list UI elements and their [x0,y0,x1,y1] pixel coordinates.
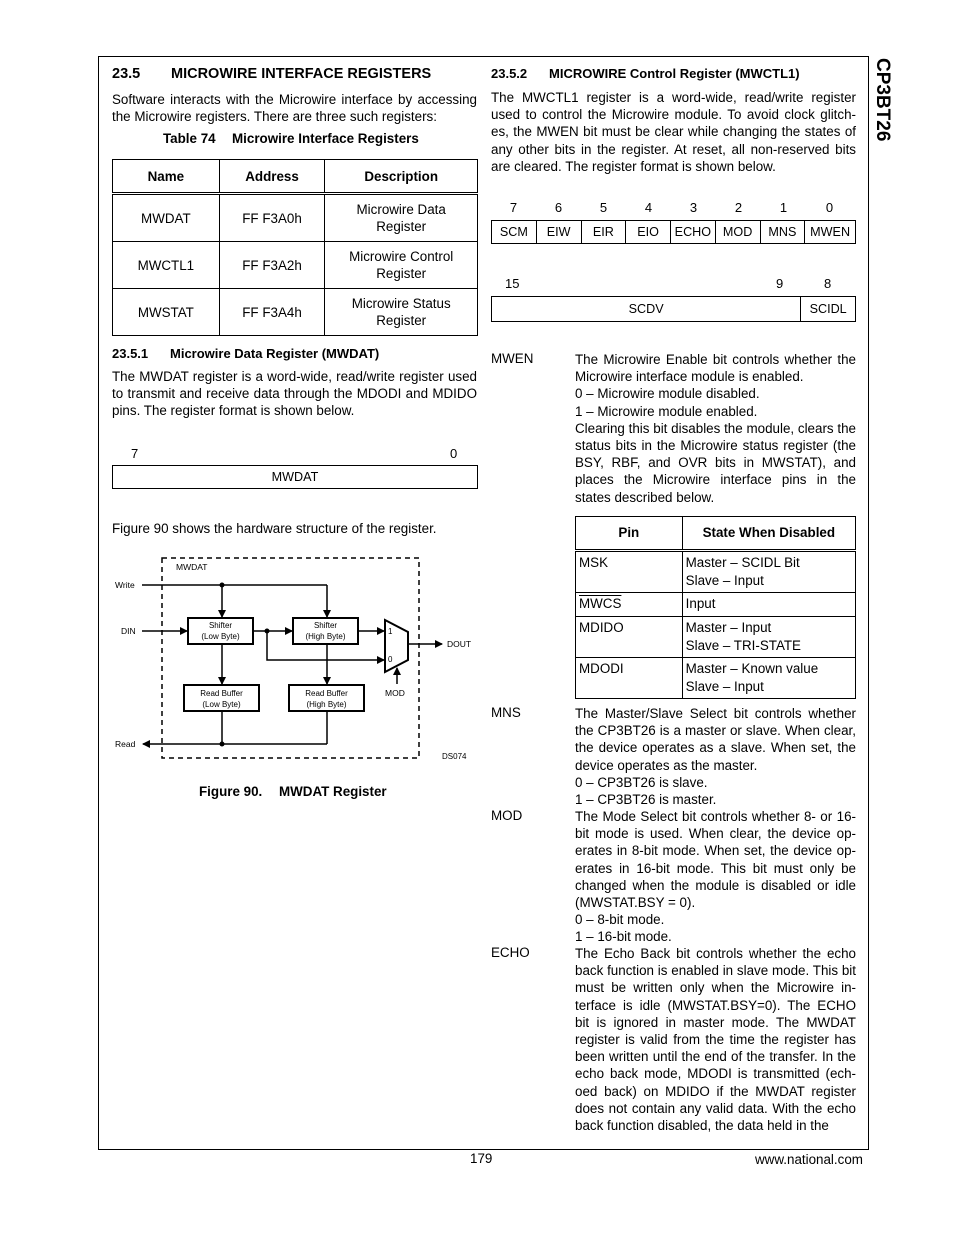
side-title: CP3BT26 [872,58,893,142]
mwen-desc-line: The Microwire Enable bit controls whether the Microwire interface module is enabled. [575,352,856,385]
col-header-state: State When Disabled [682,517,855,551]
field-mod: MOD [716,221,761,243]
bit-number: 3 [689,200,698,215]
state-line: Slave – Input [685,572,764,588]
cell-name: MWSTAT [113,289,220,336]
cell-state [682,593,855,617]
bit-number-9: 9 [776,276,784,291]
subsection1-text: The MWDAT register is a word-wide, read/write register used to transmit and receive data through the MDODI and MDIDO pins. The register format is shown below. [112,369,477,419]
field-mwen: MWEN [810,225,851,239]
table74-caption-title: Microwire Interface Registers [232,131,419,146]
field-eio: EIO [626,221,671,243]
cell-state [682,551,855,593]
subsection1-number: 23.5.1 [112,346,149,361]
read-buffer-low-sublabel: (Low Byte) [202,700,241,709]
field-echo: ECHO [671,221,716,243]
subsection1-title: Microwire Data Register (MWDAT) [170,346,380,361]
col-header-description: Description [325,160,478,194]
table-row [113,194,478,242]
cell-pin [576,593,683,617]
mod-desc-line: The Mode Select bit controls whether 8- or 16-bit mode is used. When clear, the device op-erates in 8-bit mode. When set, the device op-erates in 16-bit mode. This bit must only be changed when the module is disabled or idle (MWSTAT.BSY = 0). [575,809,856,911]
mod-value-1: 1 – 16-bit mode. [575,929,672,945]
field-scdv: SCDV [492,297,801,321]
bit-number: 6 [554,200,563,215]
pin-name-overlined: MWCS [579,596,622,611]
registers-table [112,159,478,336]
echo-field-name: ECHO [491,945,530,960]
echo-desc-line: The Echo Back bit controls whether the echo back function is enabled in slave mode. This bit must be written only when the Microwire in-terface is idle (MWSTAT.BSY=0). The ECHO bit is ignored in master mode. The MWDAT register is valid from the time the register has been written until the end of the transfer. In the echo back mode, MDODI is transmitted (ech-oed back) on MDIDO if the MWDAT register does not contain any valid data. With the echo back function disabled, the data held in the [575,946,856,1134]
mwctl1-high-byte-format [491,296,856,322]
shifter-high-sublabel: (High Byte) [305,632,346,641]
field-scm: SCM [492,221,537,243]
mwen-value-1: 1 – Microwire module enabled. [575,403,758,419]
subsection2-title: MICROWIRE Control Register (MWCTL1) [549,66,800,81]
state-line: Master – Known value [685,661,819,676]
section-number: 23.5 [112,66,141,82]
table-row [576,658,856,699]
figure-reference-text: Figure 90 shows the hardware structure of the register. [112,521,437,536]
field-mns: MNS [761,221,806,243]
shifter-low-sublabel: (Low Byte) [201,632,240,641]
table-row [576,593,856,617]
cell-address: FF F3A0h [219,194,325,242]
bit-number-8: 8 [824,276,832,291]
mod-field-name: MOD [491,808,523,823]
col-header-pin: Pin [576,517,683,551]
mwen-field-name: MWEN [491,351,534,366]
figure-caption-number: Figure 90. [199,784,263,799]
cell-state [682,658,855,699]
mwdat-box-label: MWDAT [176,562,208,572]
bit-number: 5 [599,200,608,215]
mwctl1-low-byte-format [491,220,856,244]
page-number: 179 [470,1151,493,1166]
mwdat-register-format [112,465,478,489]
read-buffer-low-label: Read Buffer [200,689,243,698]
col-header-name: Name [113,160,220,194]
mwctl1-low-bit-numbers [491,200,853,215]
state-line: Slave – TRI-STATE [685,637,801,653]
subsection2-number: 23.5.2 [491,66,528,81]
mwdat-block-diagram [112,550,478,772]
mux-input-0: 0 [388,655,393,664]
mod-description [575,808,856,946]
cell-name: MWCTL1 [113,242,220,289]
website-link[interactable]: www.national.com [755,1152,863,1167]
mwdat-dashed-boundary [162,558,419,758]
mwen-desc-line: Clearing this bit disables the module, clears the status bits in the Microwire status register (the BSY, RBF, and OVR bits in MWSTAT), and places the Microwire interface pins in the states described below. [575,420,856,505]
read-buffer-high-label: Read Buffer [305,689,348,698]
cell-pin: MDODI [576,658,683,699]
cell-description: Microwire Data Register [325,194,478,242]
mwdat-field: MWDAT [271,470,319,484]
bit-number: 0 [825,200,834,215]
bit-number: 2 [734,200,743,215]
figure-code: DS074 [442,752,467,761]
mns-value-0: 0 – CP3BT26 is slave. [575,774,708,790]
state-line: Input [685,596,716,611]
mwen-description [575,351,856,506]
mns-field-name: MNS [491,705,521,720]
table-row [113,289,478,336]
mns-desc-line: The Master/Slave Select bit controls whether the CP3BT26 is a master or slave. When clear, the device operates as a slave. When set, the device operates as the master. [575,706,856,773]
din-label: DIN [121,626,136,636]
mwdat-bit-lo: 0 [450,446,458,461]
read-buffer-high-sublabel: (High Byte) [306,700,347,709]
state-line: Slave – Input [685,678,764,694]
mwen-value-0: 0 – Microwire module disabled. [575,386,760,402]
shifter-high-label: Shifter [313,621,338,630]
figure-caption-title: MWDAT Register [279,784,387,799]
cell-pin: MDIDO [576,617,683,658]
cell-description: Microwire Control Register [325,242,478,289]
pin-state-table [575,516,856,699]
dout-label: DOUT [447,639,472,649]
cell-name: MWDAT [113,194,220,242]
shifter-low-label: Shifter [208,621,233,630]
table-row [113,242,478,289]
col-header-address: Address [219,160,325,194]
table74-caption-number: Table 74 [163,131,216,146]
bit-number-15: 15 [505,276,520,291]
section-intro: Software interacts with the Microwire interface by accessing the Microwire registers. There are three such registers: [112,92,477,125]
mod-value-0: 0 – 8-bit mode. [575,912,665,928]
echo-description [575,945,856,1134]
bit-number: 1 [779,200,788,215]
mod-label: MOD [385,688,405,698]
field-eiw: EIW [537,221,582,243]
cell-address: FF F3A2h [219,242,325,289]
read-label: Read [115,739,136,749]
mwdat-bit-hi: 7 [131,446,139,461]
bit-number: 4 [644,200,653,215]
cell-pin: MSK [576,551,683,593]
mns-value-1: 1 – CP3BT26 is master. [575,792,717,808]
table-row [576,617,856,658]
subsection2-text: The MWCTL1 register is a word-wide, read/write register used to control the Microwire module. To avoid clock glitch-es, the MWEN bit must be clear while changing the states of any other bits in the register. At reset, all non-reserved bits are cleared. The register format is shown below. [491,90,856,174]
bit-number: 7 [509,200,518,215]
write-label: Write [115,580,135,590]
mns-description [575,705,856,808]
field-scidl: SCIDL [809,302,847,316]
cell-description: Microwire Status Register [325,289,478,336]
table-row [576,551,856,593]
state-line: Master – SCIDL Bit [685,555,800,570]
cell-address: FF F3A4h [219,289,325,336]
cell-state [682,617,855,658]
state-line: Master – Input [685,620,772,635]
field-eir: EIR [582,221,627,243]
section-title: MICROWIRE INTERFACE REGISTERS [171,66,432,82]
mux-input-1: 1 [388,627,393,636]
